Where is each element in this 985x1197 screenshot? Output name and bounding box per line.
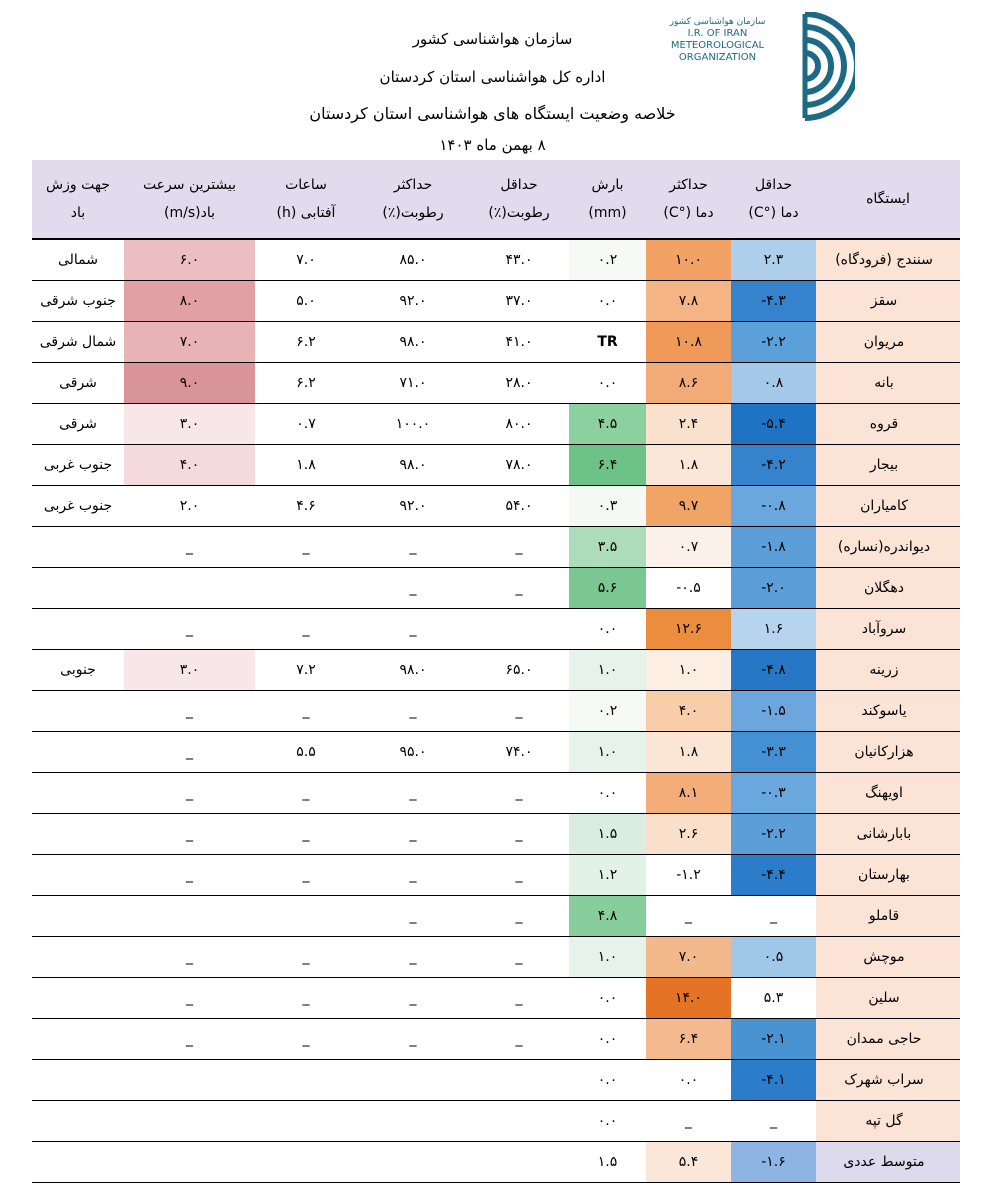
station-name: مریوان xyxy=(816,322,960,363)
min-temp-cell: ۰.۵ xyxy=(731,937,816,978)
wind-direction-cell xyxy=(32,1019,124,1060)
station-name: سلین xyxy=(816,978,960,1019)
table-row xyxy=(32,691,960,732)
min-temp-cell: -۴.۳ xyxy=(731,281,816,322)
min-humidity-cell: ۳۷.۰ xyxy=(469,281,569,322)
min-humidity-cell xyxy=(469,1060,569,1101)
min-humidity-cell: _ xyxy=(469,855,569,896)
department-name: اداره کل هواشناسی استان کردستان xyxy=(379,68,606,86)
wind-direction-cell xyxy=(32,773,124,814)
station-name: سنندج (فرودگاه) xyxy=(816,239,960,281)
min-temp-cell: -۲.۲ xyxy=(731,322,816,363)
min-humidity-cell: ۶۵.۰ xyxy=(469,650,569,691)
wind-direction-cell xyxy=(32,855,124,896)
table-row xyxy=(32,1019,960,1060)
sunshine-cell: _ xyxy=(255,937,357,978)
min-humidity-cell xyxy=(469,609,569,650)
header-label-line-1: حداقل xyxy=(500,177,538,193)
max-humidity-cell: ۹۸.۰ xyxy=(357,322,469,363)
max-wind-cell: _ xyxy=(124,732,255,773)
table-row xyxy=(32,404,960,445)
min-temp-cell: -۵.۴ xyxy=(731,404,816,445)
wind-direction-cell xyxy=(32,1101,124,1142)
min-temp-cell: -۴.۴ xyxy=(731,855,816,896)
min-temp-cell: _ xyxy=(731,896,816,937)
min-humidity-cell: ۷۸.۰ xyxy=(469,445,569,486)
header-label-line-1: حداکثر xyxy=(393,177,433,193)
max-temp-cell: ۱.۰ xyxy=(646,650,731,691)
max-wind-cell: _ xyxy=(124,937,255,978)
max-humidity-cell: _ xyxy=(357,896,469,937)
header-label-line-1: حداکثر xyxy=(669,177,708,193)
max-temp-cell: _ xyxy=(646,1101,731,1142)
precipitation-cell: ۱.۵ xyxy=(569,1142,646,1183)
station-name: بهارستان xyxy=(816,855,960,896)
table-row xyxy=(32,978,960,1019)
min-humidity-cell: ۲۸.۰ xyxy=(469,363,569,404)
precipitation-cell: ۵.۶ xyxy=(569,568,646,609)
wind-direction-cell xyxy=(32,1060,124,1101)
sunshine-cell xyxy=(255,568,357,609)
max-wind-cell: _ xyxy=(124,527,255,568)
max-humidity-cell: _ xyxy=(357,1019,469,1060)
max-wind-cell: ۳.۰ xyxy=(124,404,255,445)
wind-direction-cell: شرقی xyxy=(32,363,124,404)
header-min-temp xyxy=(731,160,816,239)
table-row xyxy=(32,896,960,937)
min-temp-cell: ۵.۳ xyxy=(731,978,816,1019)
min-humidity-cell: _ xyxy=(469,527,569,568)
precipitation-cell: ۰.۰ xyxy=(569,609,646,650)
wind-direction-cell xyxy=(32,814,124,855)
table-header-row xyxy=(32,160,960,239)
max-humidity-cell: ۹۸.۰ xyxy=(357,445,469,486)
min-temp-cell: ۱.۶ xyxy=(731,609,816,650)
station-name: اویهنگ xyxy=(816,773,960,814)
station-name: گل تپه xyxy=(816,1101,960,1142)
max-wind-cell: _ xyxy=(124,773,255,814)
max-humidity-cell: ۱۰۰.۰ xyxy=(357,404,469,445)
table-row xyxy=(32,486,960,527)
logo-english-line-3: ORGANIZATION xyxy=(678,52,757,63)
max-temp-cell: ۲.۶ xyxy=(646,814,731,855)
min-humidity-cell: _ xyxy=(469,773,569,814)
precipitation-cell: ۰.۰ xyxy=(569,1101,646,1142)
sunshine-cell: ۴.۶ xyxy=(255,486,357,527)
station-name: بانه xyxy=(816,363,960,404)
max-temp-cell: ۱۲.۶ xyxy=(646,609,731,650)
min-humidity-cell xyxy=(469,1101,569,1142)
report-title: خلاصه وضعیت ایستگاه های هواشناسی استان کردستان xyxy=(309,104,676,123)
precipitation-cell: ۱.۵ xyxy=(569,814,646,855)
station-name: متوسط عددی xyxy=(816,1142,960,1183)
precipitation-cell: ۳.۵ xyxy=(569,527,646,568)
precipitation-cell: ۴.۸ xyxy=(569,896,646,937)
precipitation-cell: ۰.۰ xyxy=(569,281,646,322)
report-date: ۸ بهمن ماه ۱۴۰۳ xyxy=(439,136,546,154)
max-wind-cell: ۷.۰ xyxy=(124,322,255,363)
precipitation-cell: ۴.۵ xyxy=(569,404,646,445)
header-max-wind-speed xyxy=(124,160,255,239)
table-row xyxy=(32,445,960,486)
precipitation-cell: ۰.۰ xyxy=(569,773,646,814)
min-temp-cell: -۴.۱ xyxy=(731,1060,816,1101)
min-temp-cell: -۱.۵ xyxy=(731,691,816,732)
wind-direction-cell: شمالی xyxy=(32,239,124,281)
max-humidity-cell: _ xyxy=(357,609,469,650)
header-label-line-2: رطوبت(٪) xyxy=(382,205,444,221)
max-wind-cell xyxy=(124,1060,255,1101)
max-humidity-cell xyxy=(357,1142,469,1183)
wind-direction-cell xyxy=(32,691,124,732)
max-humidity-cell: _ xyxy=(357,978,469,1019)
min-humidity-cell: ۴۳.۰ xyxy=(469,239,569,281)
min-humidity-cell: _ xyxy=(469,937,569,978)
max-humidity-cell: _ xyxy=(357,691,469,732)
max-wind-cell: ۴.۰ xyxy=(124,445,255,486)
max-temp-cell: ۱۰.۰ xyxy=(646,239,731,281)
header-max-temp xyxy=(646,160,731,239)
max-humidity-cell: ۹۲.۰ xyxy=(357,281,469,322)
precipitation-cell: ۰.۲ xyxy=(569,239,646,281)
table-row xyxy=(32,937,960,978)
sunshine-cell: ۱.۸ xyxy=(255,445,357,486)
table-row xyxy=(32,732,960,773)
min-temp-cell: -۲.۲ xyxy=(731,814,816,855)
wind-direction-cell xyxy=(32,609,124,650)
max-humidity-cell xyxy=(357,1060,469,1101)
max-temp-cell: -۰.۵ xyxy=(646,568,731,609)
min-humidity-cell: ۵۴.۰ xyxy=(469,486,569,527)
max-wind-cell: ۳.۰ xyxy=(124,650,255,691)
sunshine-cell: ۰.۷ xyxy=(255,404,357,445)
sunshine-cell: ۶.۲ xyxy=(255,322,357,363)
min-humidity-cell: _ xyxy=(469,978,569,1019)
wind-direction-cell xyxy=(32,568,124,609)
header-label-line-2: آفتابی (h) xyxy=(276,205,336,221)
wind-direction-cell xyxy=(32,937,124,978)
header-label-line-2: (mm) xyxy=(588,205,627,221)
station-name: قروه xyxy=(816,404,960,445)
min-temp-cell: -۰.۸ xyxy=(731,486,816,527)
max-temp-cell: ۱۰.۸ xyxy=(646,322,731,363)
header-wind-direction xyxy=(32,160,124,239)
max-wind-cell: ۸.۰ xyxy=(124,281,255,322)
table-row xyxy=(32,1101,960,1142)
wind-direction-cell: شرقی xyxy=(32,404,124,445)
max-temp-cell: ۱۴.۰ xyxy=(646,978,731,1019)
precipitation-cell: ۱.۰ xyxy=(569,650,646,691)
max-temp-cell: -۱.۲ xyxy=(646,855,731,896)
station-name: دیواندره(نساره) xyxy=(816,527,960,568)
table-row xyxy=(32,568,960,609)
min-temp-cell: -۲.۱ xyxy=(731,1019,816,1060)
logo-english-line-2: METEOROLOGICAL xyxy=(670,40,765,51)
header-label-line-1: بیشترین سرعت xyxy=(142,177,237,193)
max-temp-cell: ۱.۸ xyxy=(646,445,731,486)
min-humidity-cell xyxy=(469,1142,569,1183)
station-name: قاملو xyxy=(816,896,960,937)
max-humidity-cell: _ xyxy=(357,855,469,896)
max-wind-cell: _ xyxy=(124,814,255,855)
min-temp-cell: -۱.۶ xyxy=(731,1142,816,1183)
precipitation-cell: ۱.۰ xyxy=(569,937,646,978)
max-wind-cell: _ xyxy=(124,855,255,896)
min-humidity-cell: ۷۴.۰ xyxy=(469,732,569,773)
min-temp-cell: -۴.۲ xyxy=(731,445,816,486)
sunshine-cell: _ xyxy=(255,609,357,650)
station-name: دهگلان xyxy=(816,568,960,609)
header-precipitation xyxy=(569,160,646,239)
min-humidity-cell: _ xyxy=(469,896,569,937)
table-row xyxy=(32,650,960,691)
min-temp-cell: ۰.۸ xyxy=(731,363,816,404)
sunshine-cell: _ xyxy=(255,855,357,896)
table-row xyxy=(32,281,960,322)
station-name: سروآباد xyxy=(816,609,960,650)
max-wind-cell: _ xyxy=(124,978,255,1019)
min-temp-cell: _ xyxy=(731,1101,816,1142)
precipitation-cell: TR xyxy=(569,322,646,363)
max-wind-cell: _ xyxy=(124,609,255,650)
max-temp-cell: ۷.۸ xyxy=(646,281,731,322)
max-wind-cell xyxy=(124,568,255,609)
min-humidity-cell: ۴۱.۰ xyxy=(469,322,569,363)
max-temp-cell: ۸.۱ xyxy=(646,773,731,814)
max-humidity-cell: _ xyxy=(357,937,469,978)
max-temp-cell: ۵.۴ xyxy=(646,1142,731,1183)
station-name: موچش xyxy=(816,937,960,978)
sunshine-cell: _ xyxy=(255,691,357,732)
table-row xyxy=(32,322,960,363)
sunshine-cell: _ xyxy=(255,527,357,568)
header-label-line-1: حداقل xyxy=(754,177,793,193)
wind-direction-cell: جنوبی xyxy=(32,650,124,691)
max-temp-cell: ۰.۷ xyxy=(646,527,731,568)
sunshine-cell: _ xyxy=(255,978,357,1019)
header-label-line-2: رطوبت(٪) xyxy=(488,205,550,221)
sunshine-cell xyxy=(255,1101,357,1142)
station-name: هزارکانیان xyxy=(816,732,960,773)
min-temp-cell: ۲.۳ xyxy=(731,239,816,281)
max-humidity-cell: ۸۵.۰ xyxy=(357,239,469,281)
max-temp-cell: ۷.۰ xyxy=(646,937,731,978)
max-temp-cell: _ xyxy=(646,896,731,937)
precipitation-cell: ۰.۰ xyxy=(569,978,646,1019)
sunshine-cell xyxy=(255,1142,357,1183)
header-label-line-1: بارش xyxy=(591,177,624,193)
station-name: بیجار xyxy=(816,445,960,486)
table-row xyxy=(32,363,960,404)
table-row xyxy=(32,609,960,650)
table-row xyxy=(32,773,960,814)
min-temp-cell: -۴.۸ xyxy=(731,650,816,691)
wind-direction-cell xyxy=(32,527,124,568)
sunshine-cell: _ xyxy=(255,773,357,814)
header-max-humidity xyxy=(357,160,469,239)
sunshine-cell: ۶.۲ xyxy=(255,363,357,404)
precipitation-cell: ۱.۲ xyxy=(569,855,646,896)
max-wind-cell xyxy=(124,896,255,937)
header-label-line-2: باد xyxy=(70,205,86,221)
precipitation-cell: ۱.۰ xyxy=(569,732,646,773)
max-temp-cell: ۹.۷ xyxy=(646,486,731,527)
max-wind-cell: ۶.۰ xyxy=(124,239,255,281)
precipitation-cell: ۰.۰ xyxy=(569,363,646,404)
header-min-humidity xyxy=(469,160,569,239)
organization-name: سازمان هواشناسی کشور xyxy=(412,30,573,48)
logo-persian-text: سازمان هواشناسی کشور xyxy=(669,17,766,27)
max-temp-cell: ۸.۶ xyxy=(646,363,731,404)
header-label-line-2: باد(m/s) xyxy=(164,205,215,221)
max-wind-cell: _ xyxy=(124,691,255,732)
max-wind-cell xyxy=(124,1101,255,1142)
min-humidity-cell: _ xyxy=(469,1019,569,1060)
table-row xyxy=(32,855,960,896)
station-name: سراب شهرک xyxy=(816,1060,960,1101)
max-temp-cell: ۱.۸ xyxy=(646,732,731,773)
header-label-line-1: ساعات xyxy=(285,177,327,193)
average-row xyxy=(32,1142,960,1183)
precipitation-cell: ۰.۲ xyxy=(569,691,646,732)
max-humidity-cell: ۹۲.۰ xyxy=(357,486,469,527)
header-label-line-2: دما (°C) xyxy=(663,205,714,221)
wind-direction-cell: جنوب شرقی xyxy=(32,281,124,322)
sunshine-cell: ۷.۰ xyxy=(255,239,357,281)
wind-direction-cell: جنوب غربی xyxy=(32,445,124,486)
header-station xyxy=(816,160,960,239)
sunshine-cell: ۵.۰ xyxy=(255,281,357,322)
station-name: یاسوکند xyxy=(816,691,960,732)
table-body xyxy=(32,239,960,1183)
max-temp-cell: ۲.۴ xyxy=(646,404,731,445)
sunshine-cell: ۷.۲ xyxy=(255,650,357,691)
min-humidity-cell: ۸۰.۰ xyxy=(469,404,569,445)
wind-direction-cell xyxy=(32,896,124,937)
max-humidity-cell: ۷۱.۰ xyxy=(357,363,469,404)
sunshine-cell: ۵.۵ xyxy=(255,732,357,773)
station-name: کامیاران xyxy=(816,486,960,527)
table-row xyxy=(32,527,960,568)
max-wind-cell: ۹.۰ xyxy=(124,363,255,404)
max-temp-cell: ۶.۴ xyxy=(646,1019,731,1060)
max-humidity-cell: _ xyxy=(357,814,469,855)
table-row xyxy=(32,814,960,855)
wind-direction-cell: شمال شرقی xyxy=(32,322,124,363)
max-humidity-cell: _ xyxy=(357,527,469,568)
sunshine-cell xyxy=(255,1060,357,1101)
max-wind-cell: ۲.۰ xyxy=(124,486,255,527)
sunshine-cell: _ xyxy=(255,814,357,855)
min-temp-cell: -۱.۸ xyxy=(731,527,816,568)
precipitation-cell: ۰.۰ xyxy=(569,1060,646,1101)
max-temp-cell: ۰.۰ xyxy=(646,1060,731,1101)
weather-stations-table xyxy=(32,160,960,1183)
station-name: سقز xyxy=(816,281,960,322)
max-temp-cell: ۴.۰ xyxy=(646,691,731,732)
table-row xyxy=(32,1060,960,1101)
table-row xyxy=(32,239,960,281)
wind-direction-cell xyxy=(32,1142,124,1183)
max-wind-cell xyxy=(124,1142,255,1183)
precipitation-cell: ۰.۳ xyxy=(569,486,646,527)
max-humidity-cell xyxy=(357,1101,469,1142)
min-temp-cell: -۳.۳ xyxy=(731,732,816,773)
min-temp-cell: -۰.۳ xyxy=(731,773,816,814)
station-name: بابارشانی xyxy=(816,814,960,855)
station-name: حاجی ممدان xyxy=(816,1019,960,1060)
precipitation-cell: ۰.۰ xyxy=(569,1019,646,1060)
max-humidity-cell: ۹۵.۰ xyxy=(357,732,469,773)
sunshine-cell: _ xyxy=(255,1019,357,1060)
header-label-line-1: جهت وزش xyxy=(46,177,110,193)
wind-direction-cell: جنوب غربی xyxy=(32,486,124,527)
min-humidity-cell: _ xyxy=(469,691,569,732)
wind-direction-cell xyxy=(32,978,124,1019)
logo-english-line-1: I.R. OF IRAN xyxy=(687,28,748,39)
max-humidity-cell: ۹۸.۰ xyxy=(357,650,469,691)
header-label-line-2: دما (°C) xyxy=(748,205,799,221)
sunshine-cell xyxy=(255,896,357,937)
logo-text xyxy=(655,16,780,64)
min-temp-cell: -۲.۰ xyxy=(731,568,816,609)
precipitation-cell: ۶.۴ xyxy=(569,445,646,486)
min-humidity-cell: _ xyxy=(469,568,569,609)
station-name: زرینه xyxy=(816,650,960,691)
wind-direction-cell xyxy=(32,732,124,773)
max-humidity-cell: _ xyxy=(357,568,469,609)
min-humidity-cell: _ xyxy=(469,814,569,855)
header-sunshine-hours xyxy=(255,160,357,239)
max-humidity-cell: _ xyxy=(357,773,469,814)
max-wind-cell: _ xyxy=(124,1019,255,1060)
header-label-line-1: ایستگاه xyxy=(866,191,910,207)
